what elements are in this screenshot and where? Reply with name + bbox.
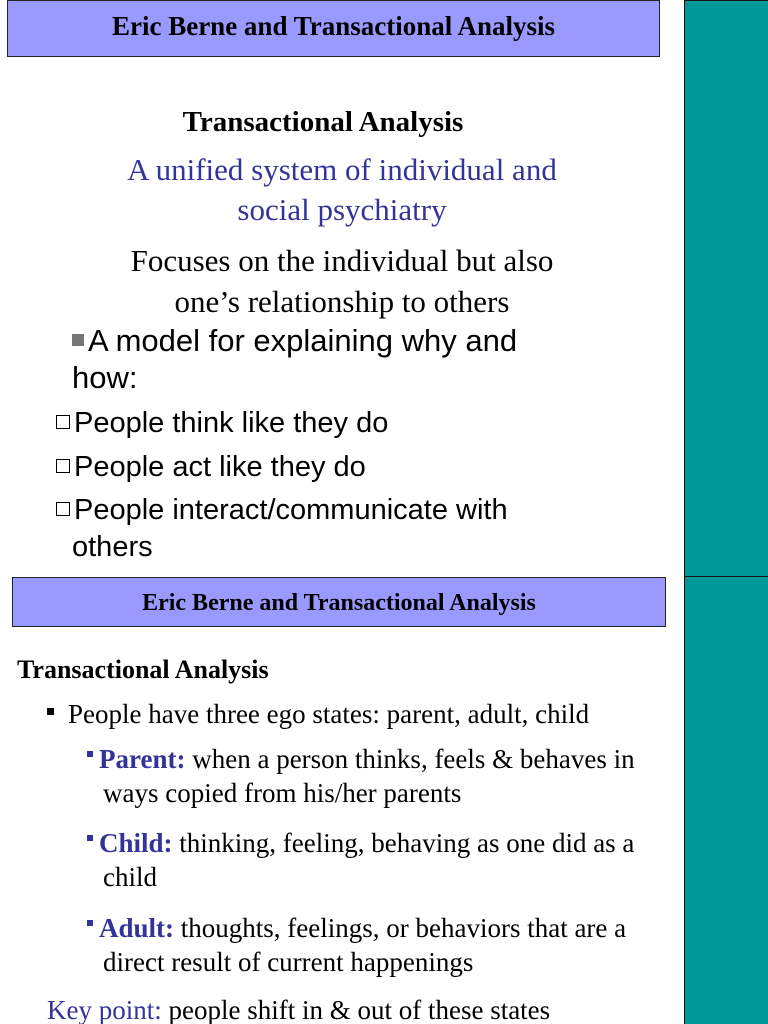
square-bullet-icon — [87, 835, 93, 841]
term-label: Parent: — [99, 744, 186, 774]
hollow-square-bullet-icon — [56, 459, 70, 473]
term-label: Adult: — [99, 913, 175, 943]
sub-bullet-text: People interact/communicate with — [74, 494, 508, 526]
hollow-square-bullet-icon — [56, 502, 70, 516]
bullet-text: People have three ego states: parent, adult, child — [68, 699, 590, 729]
sub-bullet-text: People think like they do — [74, 407, 389, 439]
sub-bullet-text: People act like they do — [74, 451, 366, 483]
term-definition: thinking, feeling, behaving as one did as a — [172, 828, 635, 858]
key-point-label: Key point: — [47, 995, 162, 1024]
sub-bullet — [56, 405, 656, 442]
sub-bullet — [56, 449, 656, 486]
definition-line-1: A unified system of individual and — [127, 152, 557, 187]
term-definition-continuation: ways copied from his/her parents — [103, 778, 462, 808]
definition-line-2: social psychiatry — [237, 192, 447, 227]
term-definition: when a person thinks, feels & behaves in — [185, 744, 635, 774]
bullet-main-line-2: how: — [72, 360, 138, 395]
ego-state-parent — [87, 742, 707, 810]
square-bullet-icon — [72, 334, 84, 346]
ego-state-adult — [87, 911, 707, 979]
definition-text — [0, 150, 684, 230]
term-definition-continuation: child — [103, 862, 157, 892]
key-point — [47, 993, 687, 1024]
slide-2 — [0, 576, 768, 1024]
key-point-text: people shift in & out of these states — [161, 995, 551, 1024]
term-label: Child: — [99, 828, 173, 858]
hollow-square-bullet-icon — [56, 415, 70, 429]
square-bullet-icon — [47, 708, 54, 715]
sub-bullet-continuation: others — [72, 531, 153, 563]
slide-title: Eric Berne and Transactional Analysis — [7, 0, 660, 57]
section-heading: Transactional Analysis — [182, 106, 464, 138]
focus-line-2: one’s relationship to others — [174, 284, 510, 319]
term-definition: thoughts, feelings, or behaviors that are a — [174, 913, 627, 943]
ego-state-child — [87, 826, 707, 894]
sub-bullet — [56, 492, 656, 566]
bullet-main — [72, 322, 632, 396]
focus-text — [0, 240, 684, 322]
square-bullet-icon — [87, 920, 93, 926]
sidebar-accent — [684, 0, 768, 576]
slide-title: Eric Berne and Transactional Analysis — [12, 577, 666, 627]
bullet-main-line-1: A model for explaining why and — [88, 323, 518, 358]
section-heading: Transactional Analysis — [17, 655, 269, 684]
bullet-level-1 — [47, 697, 687, 731]
term-definition-continuation: direct result of current happenings — [103, 947, 474, 977]
focus-line-1: Focuses on the individual but also — [130, 243, 554, 278]
square-bullet-icon — [87, 751, 93, 757]
